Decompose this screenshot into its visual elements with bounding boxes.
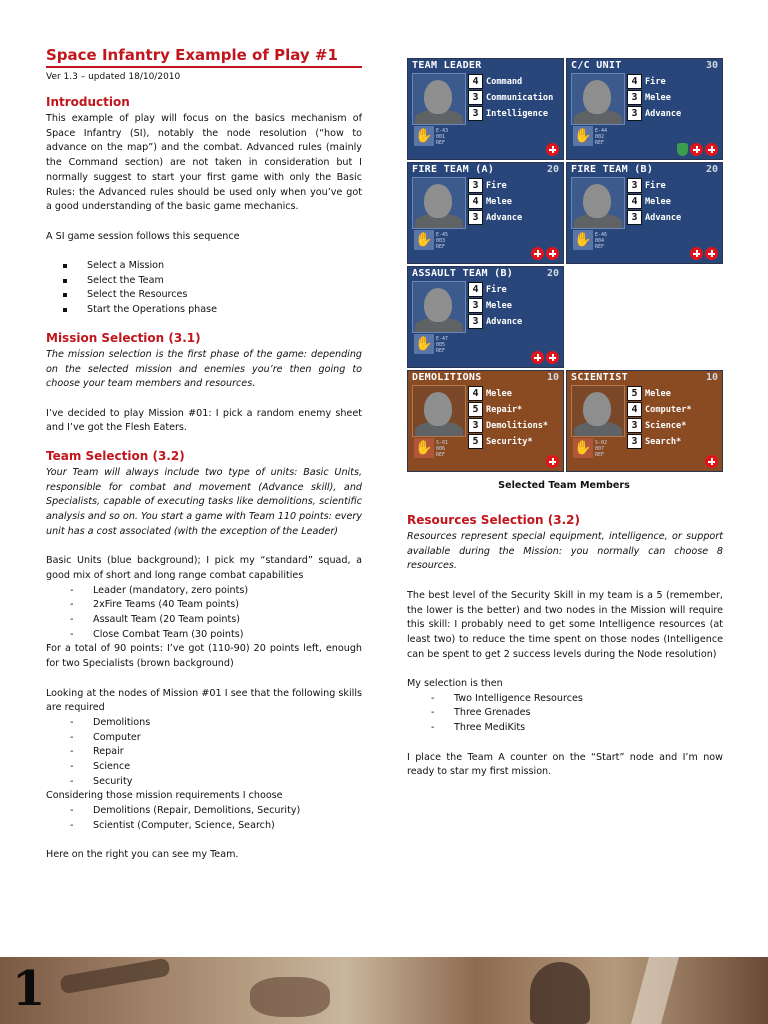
card-code: E-47 005 REF [436, 336, 449, 354]
intro-heading: Introduction [46, 95, 130, 109]
list-item: - Close Combat Team (30 points) [46, 628, 362, 643]
stat-row [627, 194, 721, 209]
stat-label: Melee [486, 196, 512, 207]
skills-list [46, 716, 362, 790]
stat-row [627, 106, 721, 121]
sequence-intro: A SI game session follows this sequence [46, 230, 240, 242]
health-markers [546, 143, 559, 156]
stat-value: 3 [468, 210, 483, 225]
hand-icon: ✋ [415, 232, 433, 248]
card-stats [627, 74, 721, 122]
stat-label: Demolitions* [486, 420, 549, 431]
selection-intro: My selection is then [407, 678, 503, 689]
medic-cross-icon [546, 351, 559, 364]
list-item: - 2xFire Teams (40 Team points) [46, 598, 362, 613]
soldier-portrait [571, 177, 625, 229]
card-stats [468, 74, 562, 122]
basic-units-paragraph: Basic Units (blue background); I pick my “standard” squad, a good mix of short and long range combat capabilities [46, 555, 362, 581]
team-cards [407, 58, 723, 478]
unit-card [566, 370, 723, 472]
stat-value: 3 [468, 106, 483, 121]
mission-paragraph: The mission selection is the first phase of the game: depending on the selected mission and enemies you’re then going to choose your team members and resources. [46, 348, 362, 390]
list-item: - Leader (mandatory, zero points) [46, 584, 362, 599]
medic-cross-icon [690, 247, 703, 260]
card-stats [627, 386, 721, 450]
unit-card [407, 370, 564, 472]
stat-row [468, 178, 562, 193]
stat-label: Melee [645, 196, 671, 207]
mission-choice: I’ve decided to play Mission #01: I pick a random enemy sheet and I’ve got the Flesh Eaters. [46, 407, 362, 434]
medic-cross-icon [705, 143, 718, 156]
medic-cross-icon [546, 455, 559, 468]
stat-row [627, 210, 721, 225]
card-points: 30 [705, 60, 718, 71]
card-name: DEMOLITIONS [412, 372, 482, 383]
unit-card [407, 58, 564, 160]
stat-label: Melee [645, 388, 671, 399]
right-column [407, 58, 723, 780]
card-name: TEAM LEADER [412, 60, 482, 71]
stat-value: 3 [468, 314, 483, 329]
list-item: Start the Operations phase [46, 303, 362, 318]
stat-value: 3 [627, 434, 642, 449]
soldier-portrait [412, 281, 466, 333]
stat-value: 4 [627, 74, 642, 89]
list-item: Select a Mission [46, 259, 362, 274]
footer-banner [0, 957, 768, 1024]
unit-card [407, 266, 564, 368]
team-heading: Team Selection (3.2) [46, 449, 185, 464]
points-paragraph: For a total of 90 points: I’ve got (110-90) 20 points left, enough for two Specialists (brown background) [46, 643, 362, 670]
stat-label: Advance [486, 316, 523, 327]
card-code: E-45 003 REF [436, 232, 449, 250]
resources-paragraph: Resources represent special equipment, intelligence, or support available during the Mission: you normally can choose 8 resources. [407, 531, 723, 572]
card-points: 10 [705, 372, 718, 383]
list-item: - Demolitions [46, 716, 362, 731]
footer-art [59, 958, 170, 995]
health-markers [705, 455, 718, 468]
card-code: E-43 001 REF [436, 128, 449, 146]
card-name: FIRE TEAM (A) [412, 164, 495, 175]
soldier-portrait [571, 73, 625, 125]
health-markers [531, 247, 559, 260]
list-item: - Three MediKits [407, 721, 723, 736]
sequence-list [46, 259, 362, 318]
card-points: 20 [705, 164, 718, 175]
soldier-portrait [412, 177, 466, 229]
card-stats [468, 386, 562, 450]
unit-card [407, 162, 564, 264]
stat-value: 4 [468, 386, 483, 401]
list-item: - Demolitions (Repair, Demolitions, Security) [46, 804, 362, 819]
stat-row [627, 418, 721, 433]
stat-label: Intelligence [486, 108, 549, 119]
stat-value: 3 [468, 418, 483, 433]
stat-label: Computer* [645, 404, 692, 415]
stat-row [627, 178, 721, 193]
stat-label: Advance [486, 212, 523, 223]
card-points: 20 [546, 268, 559, 279]
medic-cross-icon [546, 247, 559, 260]
stat-row [468, 298, 562, 313]
stat-row [468, 210, 562, 225]
list-item: Select the Resources [46, 288, 362, 303]
stat-row [468, 418, 562, 433]
resources-heading: Resources Selection (3.2) [407, 513, 580, 527]
stat-value: 4 [468, 282, 483, 297]
resources-list [407, 692, 723, 736]
list-item: - Computer [46, 731, 362, 746]
stat-value: 5 [627, 386, 642, 401]
stat-label: Advance [645, 108, 682, 119]
stat-row [468, 386, 562, 401]
stat-label: Security* [486, 436, 533, 447]
medic-cross-icon [705, 247, 718, 260]
soldier-portrait [412, 385, 466, 437]
stat-value: 3 [468, 90, 483, 105]
units-list [46, 584, 362, 643]
stat-value: 4 [627, 402, 642, 417]
stat-row [468, 314, 562, 329]
soldier-portrait [412, 73, 466, 125]
stat-label: Command [486, 76, 523, 87]
page-number: 1 [12, 961, 46, 1017]
card-stats [627, 178, 721, 226]
mission-heading: Mission Selection (3.1) [46, 330, 201, 345]
health-markers [690, 247, 718, 260]
card-points: 20 [546, 164, 559, 175]
nodes-paragraph: Looking at the nodes of Mission #01 I see that the following skills are required [46, 687, 362, 714]
card-name: C/C UNIT [571, 60, 622, 71]
stat-label: Melee [486, 300, 512, 311]
stat-row [627, 74, 721, 89]
medic-cross-icon [705, 455, 718, 468]
intro-paragraph: This example of play will focus on the basics mechanism of Space Infantry (SI), notably the node resolution (“how to advance on the map”) and the combat. Advanced rules (mainly the Command section) are not taken in consideration but I normally suggest to start your first game with only the Basic Rules: the Advanced rules should be used only when you’ve got a good understanding of the basic game mechanics. [46, 113, 362, 213]
medic-cross-icon [546, 143, 559, 156]
stat-label: Melee [645, 92, 671, 103]
shield-icon [677, 143, 688, 156]
stat-value: 3 [627, 106, 642, 121]
stat-row [468, 282, 562, 297]
stat-row [468, 194, 562, 209]
list-item: - Repair [46, 745, 362, 760]
page-title: Space Infantry Example of Play #1 [46, 46, 362, 68]
stat-row [468, 74, 562, 89]
stat-label: Search* [645, 436, 682, 447]
footer-art [530, 962, 590, 1024]
list-item: - Scientist (Computer, Science, Search) [46, 819, 362, 834]
security-paragraph: The best level of the Security Skill in my team is a 5 (remember, the lower is the better) and two nodes in the Mission will require this skill: I probably need to get some Intelligence resources (at least two) to reduce the time spent on those nodes (Intelligence can be spent to get 2 success levels during the Node resolution) [407, 589, 723, 660]
stat-label: Fire [486, 180, 507, 191]
list-item: - Three Grenades [407, 706, 723, 721]
card-name: ASSAULT TEAM (B) [412, 268, 514, 279]
stat-value: 3 [468, 178, 483, 193]
stat-row [627, 402, 721, 417]
list-item: - Science [46, 760, 362, 775]
hand-icon: ✋ [574, 440, 592, 456]
hand-icon: ✋ [574, 128, 592, 144]
list-item: - Security [46, 775, 362, 790]
version-line: Ver 1.3 – updated 18/10/2010 [46, 72, 181, 82]
hand-icon: ✋ [415, 336, 433, 352]
stat-value: 3 [627, 90, 642, 105]
stat-value: 5 [468, 402, 483, 417]
card-stats [468, 178, 562, 226]
card-code: E-46 004 REF [595, 232, 608, 250]
stat-value: 3 [468, 298, 483, 313]
hand-icon: ✋ [574, 232, 592, 248]
stat-row [468, 402, 562, 417]
card-name: FIRE TEAM (B) [571, 164, 654, 175]
stat-row [468, 106, 562, 121]
card-code: S-01 006 REF [436, 440, 449, 458]
stat-row [468, 90, 562, 105]
card-points: 10 [546, 372, 559, 383]
hand-icon: ✋ [415, 128, 433, 144]
stat-label: Communication [486, 92, 554, 103]
stat-value: 4 [468, 194, 483, 209]
stat-label: Fire [486, 284, 507, 295]
health-markers [531, 351, 559, 364]
card-code: E-44 002 REF [595, 128, 608, 146]
stat-value: 5 [468, 434, 483, 449]
stat-value: 3 [627, 418, 642, 433]
unit-card [566, 162, 723, 264]
team-closing: Here on the right you can see my Team. [46, 849, 239, 861]
card-stats [468, 282, 562, 330]
team-paragraph: Your Team will always include two type of units: Basic Units, responsible for combat and movement (Advance skill), and Specialists, capable of executing tasks like demolitions, scientific analysis and so on. You start a game with Team 110 points: every unit has a cost associated (with the exception of the Leader) [46, 467, 362, 537]
medic-cross-icon [531, 351, 544, 364]
requirements-paragraph: Considering those mission requirements I choose [46, 790, 283, 802]
unit-card [566, 58, 723, 160]
stat-row [627, 386, 721, 401]
stat-row [468, 434, 562, 449]
soldier-portrait [571, 385, 625, 437]
health-markers [677, 143, 718, 156]
stat-row [627, 90, 721, 105]
stat-label: Advance [645, 212, 682, 223]
stat-label: Repair* [486, 404, 523, 415]
medic-cross-icon [531, 247, 544, 260]
list-item: - Assault Team (20 Team points) [46, 613, 362, 628]
footer-art [250, 977, 330, 1017]
stat-label: Science* [645, 420, 687, 431]
stat-row [627, 434, 721, 449]
list-item: - Two Intelligence Resources [407, 692, 723, 707]
health-markers [546, 455, 559, 468]
list-item: Select the Team [46, 274, 362, 289]
specialists-list [46, 804, 362, 833]
stat-value: 4 [468, 74, 483, 89]
stat-label: Fire [645, 76, 666, 87]
stat-label: Melee [486, 388, 512, 399]
medic-cross-icon [690, 143, 703, 156]
footer-art [631, 957, 679, 1024]
hand-icon: ✋ [415, 440, 433, 456]
stat-label: Fire [645, 180, 666, 191]
stat-value: 3 [627, 178, 642, 193]
card-code: S-02 007 REF [595, 440, 608, 458]
left-column [46, 46, 362, 863]
stat-value: 3 [627, 210, 642, 225]
closing-paragraph: I place the Team A counter on the “Start” node and I’m now ready to star my first mission. [407, 751, 723, 778]
cards-caption: Selected Team Members [498, 480, 630, 491]
card-name: SCIENTIST [571, 372, 628, 383]
stat-value: 4 [627, 194, 642, 209]
